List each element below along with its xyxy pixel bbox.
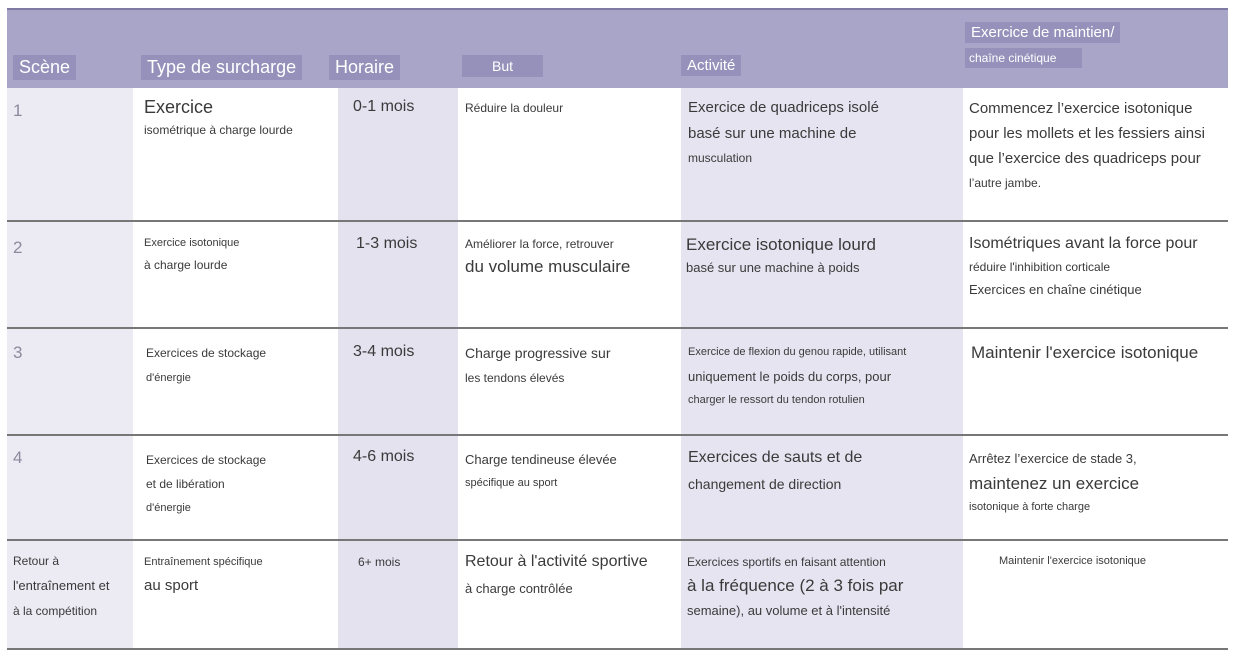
header-type: Type de surcharge — [141, 55, 302, 80]
row-divider — [7, 434, 1228, 436]
header-scene: Scène — [13, 55, 76, 80]
row-divider — [7, 539, 1228, 541]
schedule: 1-3 mois — [356, 235, 418, 252]
goal: Améliorer la force, retrouver du volume musculaire — [465, 237, 631, 276]
schedule: 4-6 mois — [353, 448, 415, 465]
activity: Exercices de sauts et de changement de direction — [688, 449, 863, 492]
activity: Exercice de flexion du genou rapide, utilisant uniquement le poids du corps, pour charger le ressort du tendon rotulien — [688, 346, 907, 406]
maintenance-exercise: Commencez l’exercice isotonique pour les mollets et les fessiers ainsi que l’exercice des quadriceps pour l’autre jambe. — [969, 100, 1205, 190]
row-divider — [7, 327, 1228, 329]
table-header — [7, 8, 1228, 88]
goal: Réduire la douleur — [465, 101, 564, 115]
activity: Exercices sportifs en faisant attention à la fréquence (2 à 3 fois par semaine), au volume et à l'intensité — [687, 555, 904, 618]
activity: Exercice de quadriceps isolé basé sur une machine de musculation — [688, 99, 879, 165]
maintenance-exercise: Maintenir l'exercice isotonique — [999, 555, 1147, 567]
activity: Exercice isotonique lourd basé sur une machine à poids — [686, 235, 876, 275]
row-divider — [7, 220, 1228, 222]
schedule: 6+ mois — [358, 555, 401, 569]
overload-type: Exercice isotonique à charge lourde — [144, 237, 240, 272]
maintenance-exercise: Isométriques avant la force pour réduire l'inhibition corticale Exercices en chaîne cinétique — [969, 235, 1198, 297]
rehab-table — [7, 8, 1228, 650]
scene-label: Retour à l'entraînement et à la compétition — [13, 554, 110, 618]
header-maintien: Exercice de maintien/ chaîne cinétique — [965, 22, 1120, 68]
overload-type: Exercices de stockage d'énergie — [146, 346, 267, 384]
goal: Charge tendineuse élevée spécifique au sport — [465, 452, 617, 489]
overload-type: Entraînement spécifique au sport — [144, 556, 263, 594]
schedule: 3-4 mois — [353, 343, 415, 360]
maintenance-exercise: Arrêtez l’exercice de stade 3, maintenez un exercice isotonique à forte charge — [969, 451, 1140, 513]
header-horaire: Horaire — [329, 55, 400, 80]
scene-number: 3 — [13, 343, 23, 362]
maintenance-exercise: Maintenir l'exercice isotonique — [971, 343, 1199, 362]
scene-number: 2 — [13, 238, 23, 257]
scene-number: 1 — [13, 101, 23, 120]
row-divider — [7, 648, 1228, 650]
goal: Retour à l'activité sportive à charge contrôlée — [465, 553, 648, 596]
scene-number: 4 — [13, 448, 23, 467]
overload-type: Exercices de stockage et de libération d'énergie — [146, 453, 267, 514]
header-activite: Activité — [681, 55, 741, 76]
goal: Charge progressive sur les tendons élevés — [465, 345, 611, 385]
schedule: 0-1 mois — [353, 98, 415, 115]
header-but: But — [462, 55, 543, 77]
overload-type: Exercice isométrique à charge lourde — [144, 97, 293, 137]
